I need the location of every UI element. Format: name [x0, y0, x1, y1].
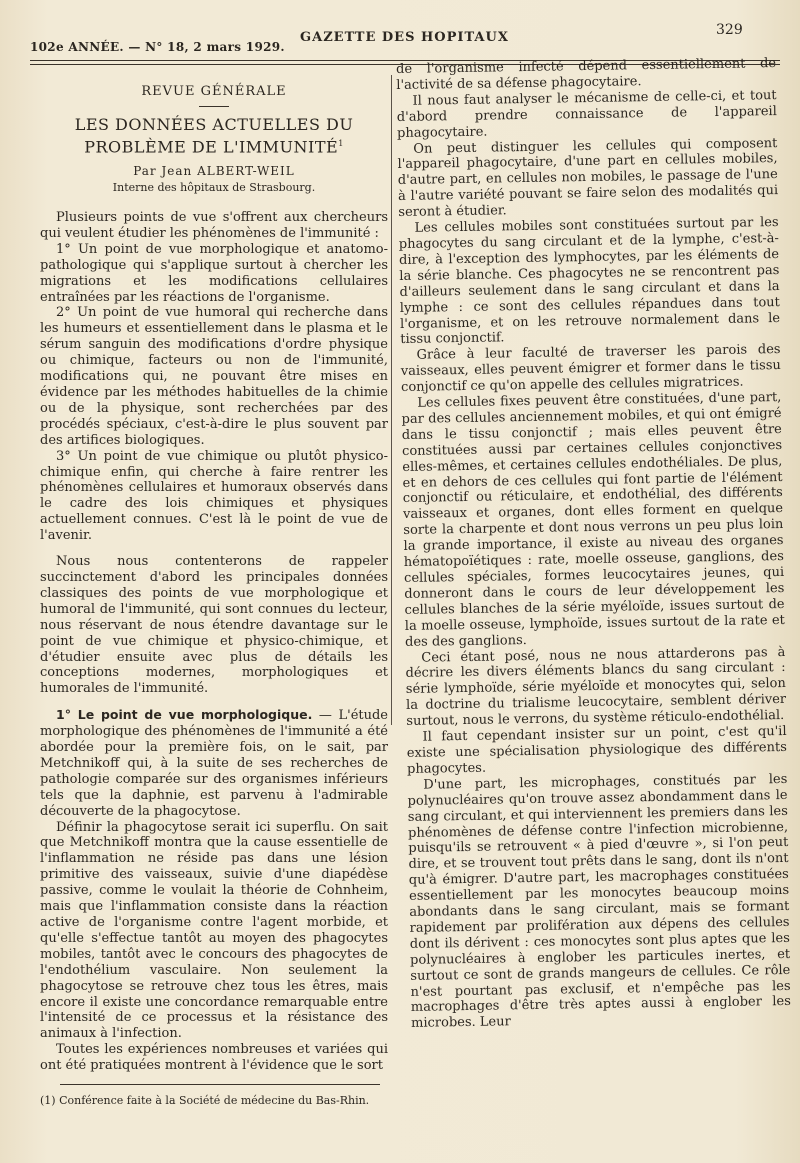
issue-line: 102e ANNÉE. — N° 18, 2 mars 1929.	[30, 40, 285, 54]
column-divider	[391, 75, 392, 725]
paragraph: Il faut cependant insister sur un point, c'est qu'il existe une spécialisation physiologique des différents phagocytes.	[406, 724, 787, 777]
author-affiliation: Interne des hôpitaux de Strasbourg.	[112, 181, 316, 195]
paragraph: Il nous faut analyser le mécanisme de celle-ci, et tout d'abord prendre connaissance de l'appareil phagocytaire.	[396, 87, 777, 141]
rubric: REVUE GÉNÉRALE	[141, 84, 287, 99]
journal-title: GAZETTE DES HOPITAUX	[300, 30, 509, 45]
article-title-text: LES DONNÉES ACTUELLES DU PROBLÈME DE L'IMMUNITÉ	[74, 114, 354, 157]
page-number: 329	[716, 22, 743, 38]
paragraph: 2° Un point de vue humoral qui recherche dans les humeurs et essentiellement dans le plasma et le sérum sanguin des modifications d'ordre physique ou chimique, facteurs ou non de l'immunité, modifications qui, ne pouvant être mises en évidence par les méthodes habituelles de la chimie ou de la physique, sont recherchées par des procédés spéciaux, c'est-à-dire le plus souvent par des artifices biologiques.	[40, 305, 388, 448]
paragraph: On peut distinguer les cellules qui composent l'appareil phagocytaire, d'une part en cellules mobiles, d'autre part, en cellules non mobiles, le passage de l'une à l'autre variété pouvant se faire selon des modalités qui seront à étudier.	[397, 135, 779, 221]
paragraph: Nous nous contenterons de rappeler succinctement d'abord les principales données classiques des points de vue morphologique et humoral de l'immunité, qui sont connues du lecteur, nous réservant de nous étendre davantage sur le point de vue chimique et physico-chimique, et d'étudier ensuite avec plus de détails les conceptions modernes, morphologiques et humorales de l'immunité.	[40, 554, 388, 697]
author-byline: Par Jean ALBERT-WEIL	[133, 164, 295, 179]
paragraph: Plusieurs points de vue s'offrent aux chercheurs qui veulent étudier les phénomènes de l'immunité :	[40, 210, 388, 241]
paragraph: D'une part, les microphages, constitués par les polynucléaires qu'on trouve assez abondamment dans le sang circulant, et qui interviennent les premiers dans les phénomènes de défense contre l'infection microbienne, puisqu'ils se retrouvent « à pied d'œuvre », si l'on peut dire, et se trouvent tout prêts dans le sang, dont ils n'ont qu'à émigrer. D'autre part, les macrophages constituées essentiellement par les monocytes beaucoup moins abondants dans le sang circulant, mais se formant rapidement par prolifération aux dépens des cellules dont ils dérivent : ces monocytes sont plus aptes que les polynucléaires à englober les particules inertes, et surtout ce sont de grands mangeurs de cellules. Ce rôle n'est pourtant pas exclusif, et n'empêche pas les macrophages d'être très aptes aussi à englober les microbes. Leur	[407, 771, 791, 1032]
right-column	[396, 56, 793, 1136]
section-paragraph	[40, 707, 388, 819]
rubric-rule	[199, 106, 229, 107]
paragraph: Les cellules mobiles sont constituées surtout par les phagocytes du sang circulant et de la lymphe, c'est-à-dire, à l'exception des lymphocytes, par les éléments de la série blanche. Ces phagocytes ne se rencontrent pas d'ailleurs seulement dans le sang circulant et dans la lymphe : ce sont des cellules répandues dans tout l'organisme, et on les retrouve normalement dans le tissu conjonctif.	[398, 215, 781, 348]
footnote-rule	[60, 1084, 380, 1085]
footnote: (1) Conférence faite à la Société de médecine du Bas-Rhin.	[40, 1094, 370, 1108]
title-footnote-mark: 1	[338, 138, 344, 148]
spacer	[40, 544, 388, 554]
paragraph: Grâce à leur faculté de traverser les parois des vaisseaux, elles peuvent émigrer et former dans le tissu conjonctif ce qu'on appelle des cellules migratrices.	[400, 342, 781, 396]
paragraph: 3° Un point de vue chimique ou plutôt physico-chimique enfin, qui cherche à faire rentrer les phénomènes cellulaires et humoraux observés dans le cadre des lois chimiques et physiques actuellement connues. C'est là le point de vue de l'avenir.	[40, 448, 388, 544]
paragraph: de l'organisme infecté dépend essentiellement de l'activité de sa défense phagocytaire.	[396, 56, 777, 93]
paragraph: Ceci étant posé, nous ne nous attarderons pas à décrire les divers éléments blancs du sang circulant : série lymphoïde, série myéloïde et monocytes qui, selon la doctrine du trialisme leucocytaire, semblent dériver surtout, nous le verrons, du système réticulo-endothélial.	[405, 644, 787, 730]
left-column	[40, 78, 388, 1136]
article-title	[40, 115, 388, 156]
paragraph: Définir la phagocytose serait ici superflu. On sait que Metchnikoff montra que la cause essentielle de l'inflammation ne réside pas dans une lésion primitive des vaisseaux, suivie d'une diapédèse passive, comme le voulait la théorie de Cohnheim, mais que l'inflammation consiste dans la réaction active de l'organisme contre l'agent morbide, et qu'elle s'effectue tantôt au moyen des phagocytes mobiles, tantôt avec le concours des phagocytes de l'endothélium vasculaire. Non seulement la phagocytose se retrouve chez tous les êtres, mais encore il existe une concordance remarquable entre l'intensité de ce processus et la résistance des animaux à l'infection.	[40, 819, 388, 1042]
section-heading: 1° Le point de vue morphologique.	[56, 707, 313, 723]
spacer	[40, 697, 388, 707]
paragraph: 1° Un point de vue morphologique et anatomo-pathologique qui s'applique surtout à chercher les migrations et les modifications cellulaires entraînées par les réactions de l'organisme.	[40, 241, 388, 305]
paragraph: Les cellules fixes peuvent être constituées, d'une part, par des cellules anciennement mobiles, et qui ont émigré dans le tissu conjonctif ; mais elles peuvent être constituées aussi par certaines cellules conjonctives elles-mêmes, et certaines cellules endothéliales. De plus, et en dehors de ces cellules qui font partie de l'élément conjonctif ou réticulaire, et endothélial, des différents vaisseaux et organes, dont elles forment en quelque sorte la charpente et dont nous verrons un peu plus loin la grande importance, il existe au niveau des organes hématopoïétiques : rate, moelle osseuse, ganglions, des cellules spéciales, formes leucocytaires jeunes, qui donneront dans le cours de leur développement les cellules blanches de la série myéloïde, issues surtout de la moelle osseuse, lymphoïde, issues surtout de la rate et des des ganglions.	[401, 390, 785, 650]
section-lead-text: — L'étude morphologique des phénomènes de l'immunité a été abordée pour la première fois, on le sait, par Metchnikoff qui, à la suite de ses recherches de pathologie comparée sur des organismes inférieurs tels que la daphnie, est parvenu à l'admirable découverte de la phagocytose.	[40, 708, 388, 819]
paragraph: Toutes les expériences nombreuses et variées qui ont été pratiquées montrent à l'évidence que le sort	[40, 1042, 388, 1074]
